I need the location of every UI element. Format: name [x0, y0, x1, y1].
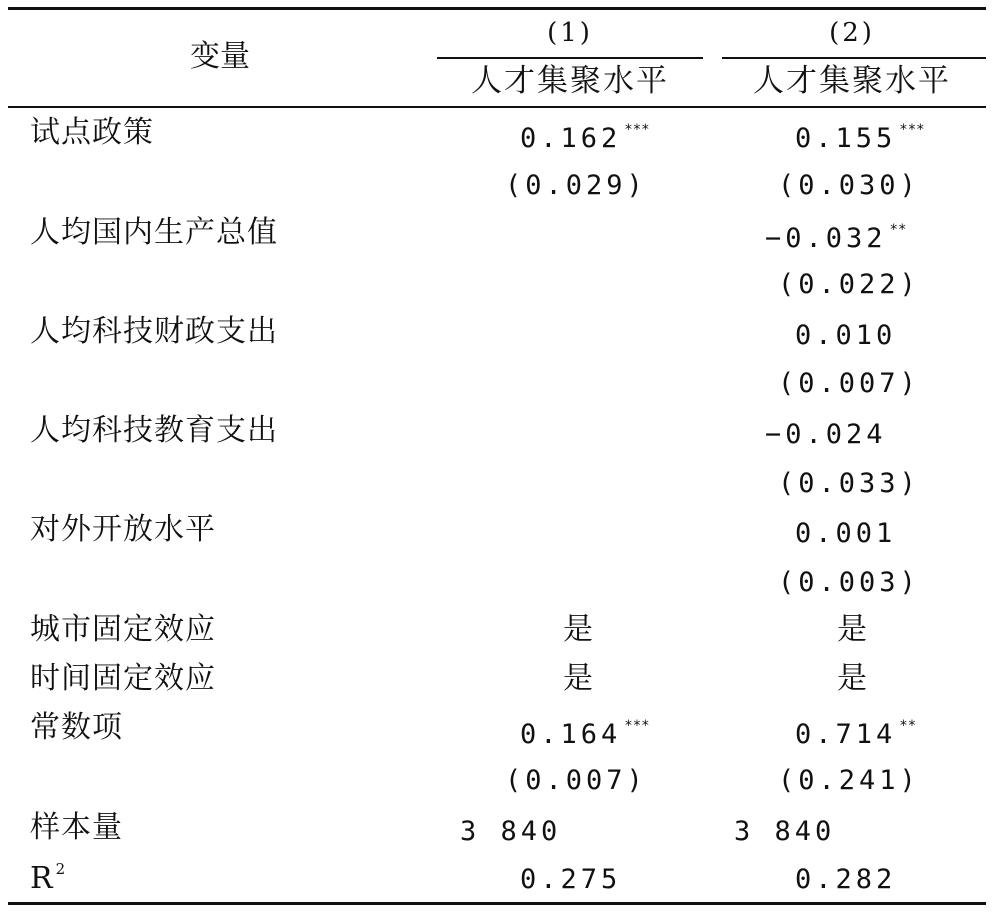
header-rule	[8, 106, 986, 108]
r2-superscript: 2	[55, 860, 67, 878]
pilot-se-col2: (0.030)	[778, 170, 920, 201]
column-1-subrule	[437, 57, 703, 59]
gdp-se-col2: (0.022)	[778, 269, 920, 300]
city-fe-col2: 是	[837, 612, 867, 647]
row-label-sci-edu: 人均科技教育支出	[30, 413, 278, 448]
open-coef-col2: 0.001	[795, 518, 897, 549]
bottom-rule	[8, 902, 986, 905]
const-coef-col1-value: 0.164	[520, 719, 622, 750]
top-rule	[8, 7, 986, 10]
pilot-se-col1: (0.029)	[505, 170, 647, 201]
gdp-coef-col2	[765, 223, 906, 252]
sample-size-col2: 3 840	[734, 816, 836, 847]
row-label-r2	[30, 862, 66, 894]
const-coef-col2	[795, 719, 916, 748]
row-label-pilot: 试点政策	[30, 115, 154, 150]
const-coef-col2-value: 0.714	[795, 719, 897, 750]
r2-col1: 0.275	[520, 864, 622, 895]
pilot-stars-col2: ***	[899, 122, 925, 138]
scifin-se-col2: (0.007)	[778, 368, 920, 399]
time-fe-col1: 是	[563, 661, 593, 696]
gdp-coef-col2-value: −0.032	[765, 223, 887, 254]
const-coef-col1	[520, 719, 650, 748]
city-fe-col1: 是	[563, 612, 593, 647]
variable-header: 变量	[190, 39, 250, 74]
column-2-dependent-var: 人才集聚水平	[753, 63, 951, 99]
r2-letter: R	[30, 861, 54, 896]
sample-size-col1: 3 840	[460, 816, 562, 847]
column-2-subrule	[722, 57, 986, 59]
const-se-col1: (0.007)	[505, 765, 647, 796]
time-fe-col2: 是	[837, 661, 867, 696]
row-label-openness: 对外开放水平	[30, 512, 216, 547]
scied-se-col2: (0.033)	[778, 468, 920, 499]
scied-coef-col2: −0.024	[765, 419, 887, 450]
pilot-coef-col1	[520, 123, 650, 152]
const-stars-col1: ***	[624, 718, 650, 734]
pilot-coef-col1-value: 0.162	[520, 123, 622, 154]
pilot-coef-col2	[795, 123, 925, 152]
const-se-col2: (0.241)	[778, 765, 920, 796]
row-label-constant: 常数项	[30, 710, 123, 745]
r2-col2: 0.282	[795, 864, 897, 895]
row-label-sample-size: 样本量	[30, 810, 123, 845]
pilot-stars-col1: ***	[624, 122, 650, 138]
row-label-sci-fiscal: 人均科技财政支出	[30, 314, 278, 349]
row-label-gdp: 人均国内生产总值	[30, 215, 278, 250]
scifin-coef-col2: 0.010	[795, 320, 897, 351]
open-se-col2: (0.003)	[778, 567, 920, 598]
row-label-time-fe: 时间固定效应	[30, 661, 216, 696]
const-stars-col2: **	[899, 718, 917, 734]
pilot-coef-col2-value: 0.155	[795, 123, 897, 154]
column-1-number: (1)	[547, 18, 593, 48]
row-label-city-fe: 城市固定效应	[30, 612, 216, 647]
gdp-stars-col2: **	[889, 222, 907, 238]
column-1-dependent-var: 人才集聚水平	[471, 63, 669, 99]
column-2-number: (2)	[829, 18, 875, 48]
